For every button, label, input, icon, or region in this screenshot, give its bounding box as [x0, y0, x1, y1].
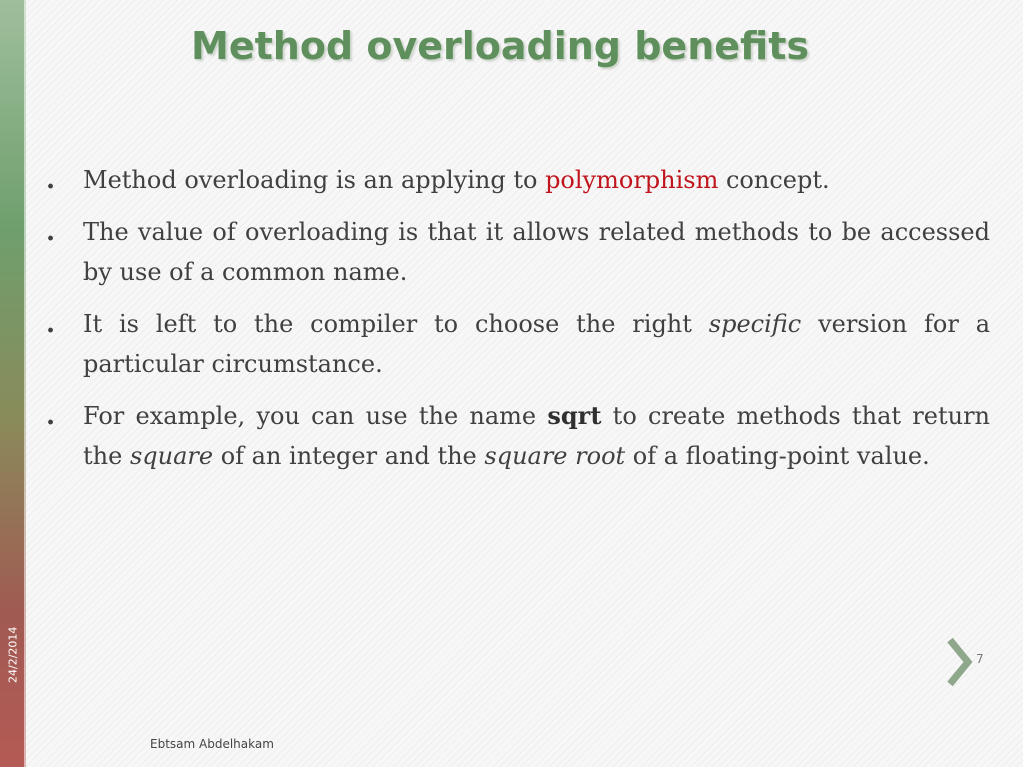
bullet-text: to create methods that return the [83, 402, 990, 470]
bullet-text: The value of overloading is that it allows related methods to be accessed by use of a common name. [83, 218, 990, 286]
chevron-right-icon[interactable] [944, 636, 974, 688]
bullet-text: concept. [718, 166, 830, 194]
bullet-marker: . [46, 165, 56, 195]
bullet-marker: . [46, 217, 56, 247]
bullet-text: version for a particular circumstance. [83, 310, 991, 378]
bullet-item [46, 160, 990, 200]
bullet-text: It is left to the compiler to choose the right [83, 310, 709, 338]
bullet-item [46, 396, 990, 476]
highlight-term: polymorphism [545, 166, 719, 194]
bullet-item [46, 304, 990, 384]
bold-term: sqrt [547, 401, 602, 430]
italic-term: specific [708, 310, 802, 338]
bullet-text: For example, you can use the name [83, 402, 548, 430]
bullet-item [46, 212, 990, 292]
slide-title: Method overloading benefits [191, 24, 809, 68]
bullet-marker: . [46, 309, 56, 339]
bullet-text: Method overloading is an applying to [83, 166, 546, 194]
bullet-text: of an integer and the [213, 442, 485, 470]
footer-author: Ebtsam Abdelhakam [150, 737, 274, 751]
bullet-marker: . [46, 401, 56, 431]
italic-term: square [129, 442, 214, 470]
side-accent-bar [0, 0, 26, 767]
italic-term: square root [484, 442, 626, 470]
bullet-list [46, 160, 990, 488]
slide-date: 24/2/2014 [6, 626, 20, 684]
bullet-text: of a floating-point value. [625, 442, 930, 470]
page-number: 7 [976, 652, 984, 666]
